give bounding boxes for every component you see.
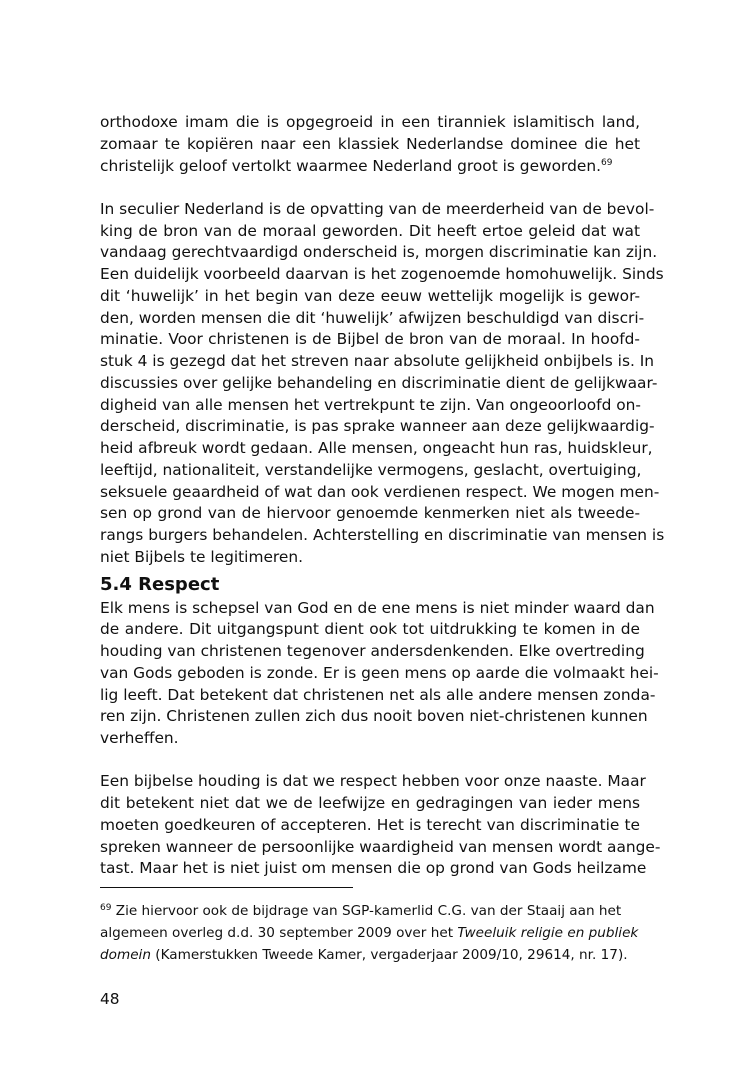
text-line: stuk 4 is gezegd dat het streven naar absolute gelijkheid onbijbels is. In <box>100 352 655 370</box>
text-line <box>100 156 640 178</box>
text-line: Een bijbelse houding is dat we respect hebben voor onze naaste. Maar <box>100 772 646 791</box>
footnote-line <box>100 922 640 944</box>
paragraph-4 <box>100 771 661 880</box>
text-line: lig leeft. Dat betekent dat christenen net als alle andere mensen zonda- <box>100 685 656 704</box>
text-line: In seculier Nederland is de opvatting van de meerderheid van de bevol- <box>100 199 655 218</box>
footnote-italic-title: domein <box>100 947 151 963</box>
text-line-content: christelijk geloof vertolkt waarmee Nederland groot is geworden. <box>100 156 601 175</box>
paragraph-1 <box>100 112 640 177</box>
footnote-line <box>100 944 640 966</box>
text-line: verheffen. <box>100 729 179 747</box>
text-line: leeftijd, nationaliteit, verstandelijke vermogens, geslacht, overtuiging, <box>100 460 642 479</box>
text-line: Een duidelijk voorbeeld daarvan is het zogenoemde homohuwelijk. Sinds <box>100 265 664 283</box>
text-line: tast. Maar het is niet juist om mensen die op grond van Gods heilzame <box>100 859 647 878</box>
text-line: rangs burgers behandelen. Achterstelling en discriminatie van mensen is <box>100 526 665 544</box>
text-line: king de bron van de moraal geworden. Dit heeft ertoe geleid dat wat <box>100 221 640 240</box>
footnote-69 <box>100 900 640 966</box>
paragraph-gap <box>100 177 640 199</box>
text-line: sen op grond van de hiervoor genoemde kenmerken niet als tweede- <box>100 504 640 523</box>
text-line: minatie. Voor christenen is de Bijbel de bron van de moraal. In hoofd- <box>100 330 640 349</box>
page-number: 48 <box>100 990 120 1008</box>
section-heading: 5.4 Respect <box>100 573 220 595</box>
footnote-text: algemeen overleg d.d. 30 september 2009 over het <box>100 925 458 941</box>
paragraph-gap <box>100 750 640 772</box>
text-line: dit ‘huwelijk’ in het begin van deze eeuw wettelijk mogelijk is gewor- <box>100 286 640 305</box>
text-line: zomaar te kopiëren naar een klassiek Nederlandse dominee die het <box>100 134 640 153</box>
footnote-ref-69[interactable]: 69 <box>601 157 613 168</box>
text-line: houding van christenen tegenover andersdenkenden. Elke overtreding <box>100 642 645 660</box>
text-line: seksuele geaardheid of wat dan ook verdienen respect. We mogen men- <box>100 482 660 501</box>
footnote-text: (Kamerstukken Tweede Kamer, vergaderjaar 2009/10, 29614, nr. 17). <box>150 947 628 963</box>
text-line: moeten goedkeuren of accepteren. Het is terecht van discriminatie te <box>100 815 640 834</box>
text-line: dit betekent niet dat we de leefwijze en gedragingen van ieder mens <box>100 794 640 812</box>
main-text <box>100 112 665 880</box>
text-line: digheid van alle mensen het vertrekpunt te zijn. Van ongeoorloofd on- <box>100 395 641 414</box>
text-line: niet Bijbels te legitimeren. <box>100 547 304 566</box>
text-line: de andere. Dit uitgangspunt dient ook tot uitdrukking te komen in de <box>100 620 640 639</box>
text-line: Elk mens is schepsel van God en de ene mens is niet minder waard dan <box>100 598 655 617</box>
text-line: discussies over gelijke behandeling en discriminatie dient de gelijkwaar- <box>100 373 658 392</box>
footnote-number: 69 <box>100 903 112 913</box>
text-line: spreken wanneer de persoonlijke waardigheid van mensen wordt aange- <box>100 837 661 856</box>
footnote-line <box>100 900 640 922</box>
paragraph-2 <box>100 199 665 569</box>
footnote-text: Zie hiervoor ook de bijdrage van SGP-kamerlid C.G. van der Staaij aan het <box>115 903 622 919</box>
text-line: ren zijn. Christenen zullen zich dus nooit boven niet-christenen kunnen <box>100 707 648 726</box>
text-line: vandaag gerechtvaardigd onderscheid is, morgen discriminatie kan zijn. <box>100 243 658 262</box>
footnote-divider <box>100 887 353 888</box>
text-line: derscheid, discriminatie, is pas sprake wanneer aan deze gelijkwaardig- <box>100 417 655 436</box>
text-line: heid afbreuk wordt gedaan. Alle mensen, ongeacht hun ras, huidskleur, <box>100 439 653 457</box>
text-line: van Gods geboden is zonde. Er is geen mens op aarde die volmaakt hei- <box>100 663 659 682</box>
paragraph-3 <box>100 598 659 750</box>
text-line: orthodoxe imam die is opgegroeid in een tiranniek islamitisch land, <box>100 113 640 131</box>
footnote-italic-title: Tweeluik religie en publiek <box>457 925 639 941</box>
text-line: den, worden mensen die dit ‘huwelijk’ afwijzen beschuldigd van discri- <box>100 308 645 327</box>
